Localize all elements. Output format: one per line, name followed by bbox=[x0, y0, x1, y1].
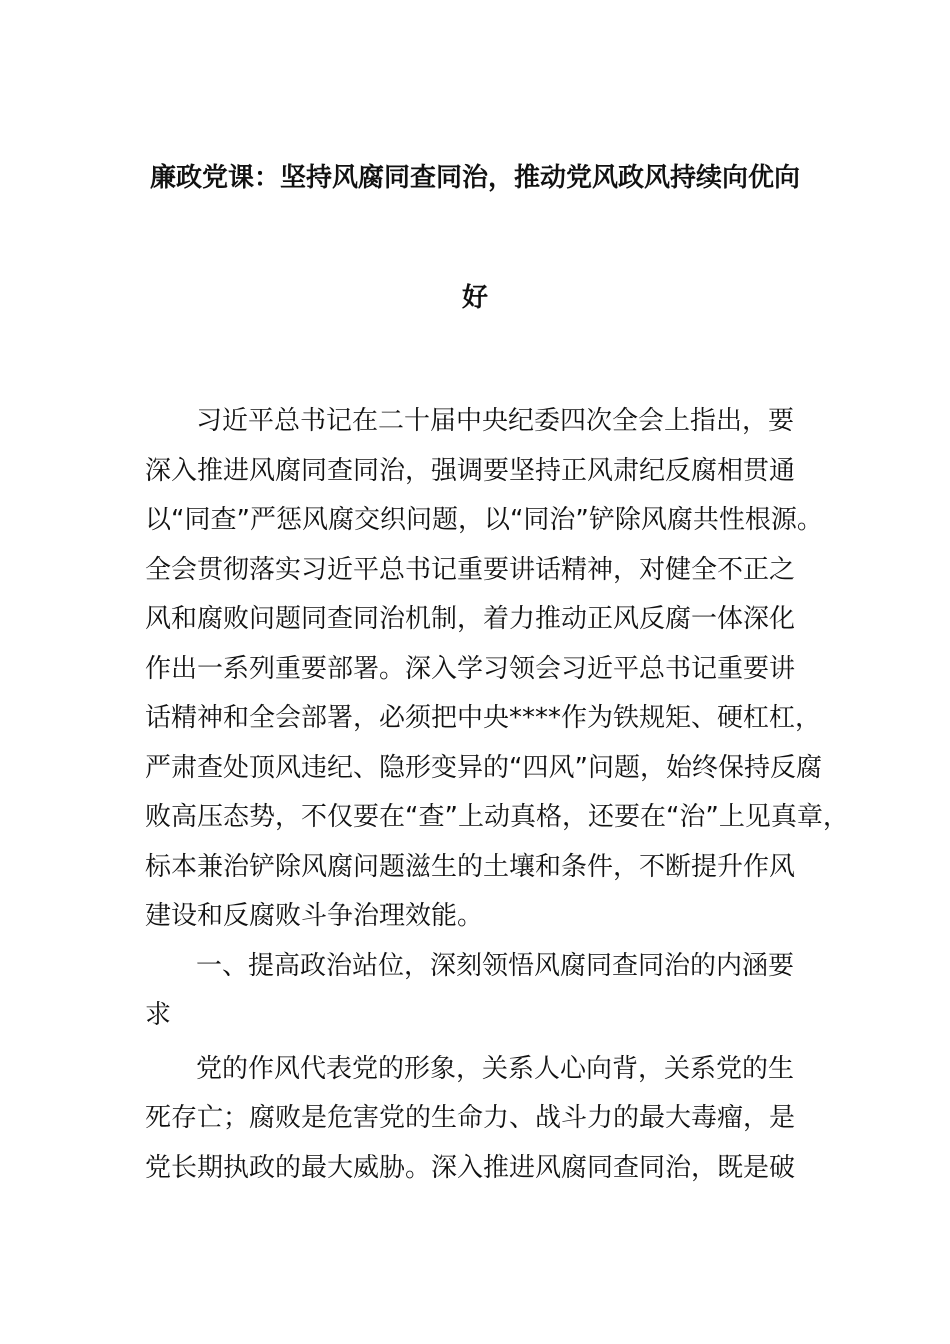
paragraph-line: 建设和反腐败斗争治理效能。 bbox=[145, 901, 484, 931]
paragraph-line: 风和腐败问题同查同治机制，着力推动正风反腐一体深化 bbox=[145, 604, 796, 634]
paragraph-line: 习近平总书记在二十届中央纪委四次全会上指出，要 bbox=[196, 406, 795, 436]
paragraph-line: 标本兼治铲除风腐问题滋生的土壤和条件，不断提升作风 bbox=[145, 852, 796, 882]
section-heading-line: 一、提高政治站位，深刻领悟风腐同查同治的内涵要 bbox=[196, 951, 795, 981]
paragraph-line: 党长期执政的最大威胁。深入推进风腐同查同治，既是破 bbox=[145, 1153, 796, 1183]
paragraph-line: 严肃查处顶风违纪、隐形变异的“四风”问题，始终保持反腐 bbox=[145, 753, 822, 783]
document-title-line-2: 好 bbox=[461, 283, 488, 313]
paragraph-line: 话精神和全会部署，必须把中央****作为铁规矩、硬杠杠， bbox=[145, 703, 822, 733]
paragraph-line: 深入推进风腐同查同治，强调要坚持正风肃纪反腐相贯通 bbox=[145, 456, 796, 486]
document-title-line-1: 廉政党课：坚持风腐同查同治，推动党风政风持续向优向 bbox=[149, 163, 800, 193]
paragraph-line: 以“同查”严惩风腐交织问题，以“同治”铲除风腐共性根源。 bbox=[145, 505, 823, 535]
paragraph-line: 败高压态势，不仅要在“查”上动真格，还要在“治”上见真章， bbox=[145, 802, 849, 832]
paragraph-line: 作出一系列重要部署。深入学习领会习近平总书记重要讲 bbox=[145, 654, 796, 684]
paragraph-line: 党的作风代表党的形象，关系人心向背，关系党的生 bbox=[196, 1054, 795, 1084]
paragraph-line: 死存亡；腐败是危害党的生命力、战斗力的最大毒瘤，是 bbox=[145, 1103, 796, 1133]
section-heading-line: 求 bbox=[145, 1000, 172, 1030]
paragraph-line: 全会贯彻落实习近平总书记重要讲话精神，对健全不正之 bbox=[145, 555, 796, 585]
